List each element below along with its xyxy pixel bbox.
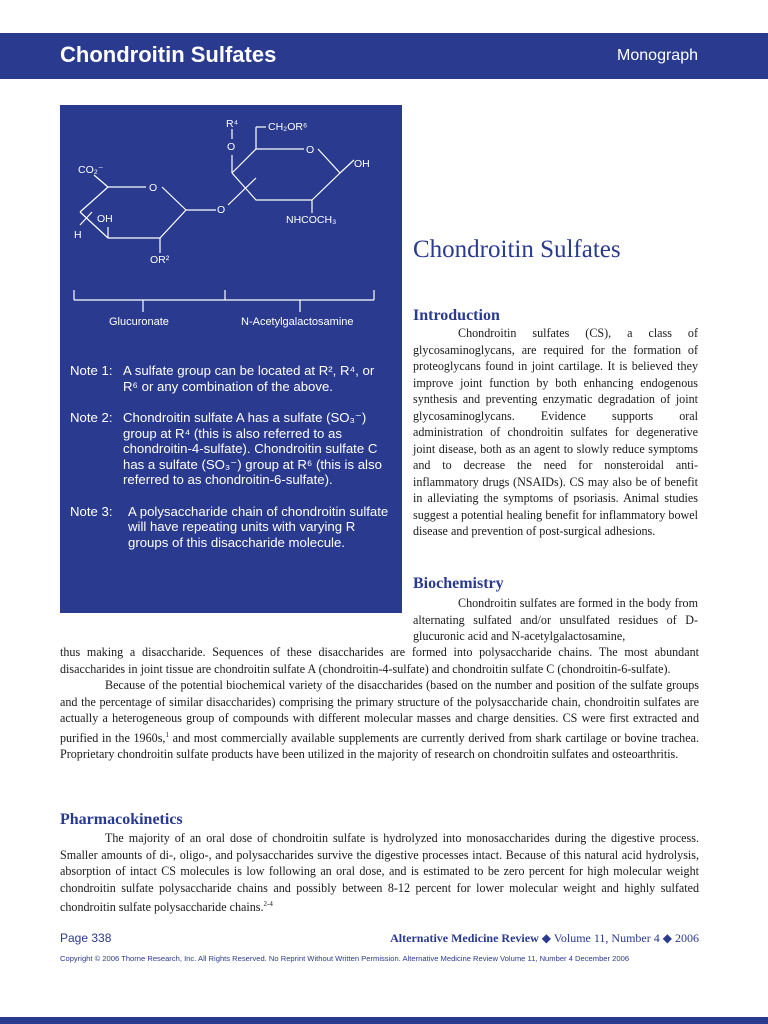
introduction-heading: Introduction xyxy=(413,307,500,324)
pharmacokinetics-paragraph: The majority of an oral dose of chondroitin sulfate is hydrolyzed into monosaccharides during the digestive process. Smaller amounts of di-, oligo-, and polysaccharides survive the digestive processes intact. Because of this natural acid hydrolysis, absorption of intact CS molecules is low following an oral dose, and is estimated to be zero percent for high molecular weight chondroitin sulfate polysaccharide chains and possibly between 8-12 percent for lower molecular weight and highly sulfated chondroitin sulfate polysaccharide chains.$^{2-4}$ xyxy=(60,831,699,915)
co2-label: CO₂⁻ xyxy=(78,164,104,176)
biochemistry-body xyxy=(60,644,699,763)
galnac-label: N-Acetylgalactosamine xyxy=(241,316,354,328)
note-1 xyxy=(70,363,392,394)
page-number: Page 338 xyxy=(60,931,112,945)
pharmacokinetics-heading: Pharmacokinetics xyxy=(60,811,183,828)
oh-label-left: OH xyxy=(97,213,113,225)
introduction-body xyxy=(413,325,698,540)
header-title: Chondroitin Sulfates xyxy=(60,42,277,67)
footer-bar xyxy=(0,1017,768,1024)
header-bar xyxy=(0,33,768,79)
note-2-label: Note 2: xyxy=(70,410,113,425)
h-label: H xyxy=(74,229,82,241)
note-2-text: Chondroitin sulfate A has a sulfate (SO₃⁻) group at R⁴ (this is also referred to as chondroitin-4-sulfate). Chondroitin sulfate C has a sulfate (SO₃⁻) group at R⁶ (this is also referred to as chondroitin-6-sulfate). xyxy=(123,410,382,487)
glycosidic-oxygen: O xyxy=(217,204,226,216)
biochemistry-column-text xyxy=(413,595,698,645)
journal-year: 2006 xyxy=(675,931,699,945)
ring-oxygen-right: O xyxy=(306,144,315,156)
nhcoch3-label: NHCOCH₃ xyxy=(286,214,337,226)
oh-label-right: OH xyxy=(354,158,370,170)
note-3 xyxy=(70,504,392,551)
structure-notes xyxy=(70,363,392,566)
ch2or6-label: CH₂OR⁶ xyxy=(268,121,308,133)
reference-superscript: 1 xyxy=(165,730,169,739)
copyright-notice: Copyright © 2006 Thorne Research, Inc. All Rights Reserved. No Reprint Without Written Permission. Alternative Medicine Review Volume 11, Number 4 December 2006 xyxy=(60,954,630,963)
diamond-icon: ◆ xyxy=(662,931,675,945)
ring-oxygen-left: O xyxy=(149,182,158,194)
r4-oxygen: O xyxy=(227,141,236,153)
biochemistry-paragraph-continued: thus making a disaccharide. Sequences of these disaccharides are formed into polysaccharide chains. The most abundant disaccharides in joint tissue are chondroitin sulfate A (chondroitin-4-sulfate) and chondroitin sulfate C (chondroitin-6-sulfate). xyxy=(60,645,699,676)
introduction-paragraph: Chondroitin sulfates (CS), a class of glycosaminoglycans, are required for the formation of proteoglycans found in joint cartilage. It is believed they improve joint function by both enhancing endogenous synthesis and preventing enzymatic degradation of joint glycosaminoglycans. Evidence supports oral administration of chondroitin sulfates for degenerative joint disease, both as an agent to slowly reduce symptoms and to decrease the need for nonsteroidal anti-inflammatory drugs (NSAIDs). CS may also be of benefit in alleviating the symptoms of psoriasis. Animal studies suggest a potential healing benefit for inflammatory bowel disease and prevention of post-surgical adhesions. xyxy=(413,326,698,538)
note-3-text: A polysaccharide chain of chondroitin sulfate will have repeating units with varying R groups of this disaccharide molecule. xyxy=(128,503,389,550)
pharmacokinetics-body xyxy=(60,830,699,916)
journal-citation xyxy=(390,931,699,946)
disaccharide-structure-diagram xyxy=(60,105,402,345)
reference-superscript: 2-4 xyxy=(263,900,273,908)
glucuronate-label: Glucuronate xyxy=(109,316,169,328)
biochemistry-heading: Biochemistry xyxy=(413,575,504,592)
structure-figure xyxy=(60,105,402,613)
header-section-label: Monograph xyxy=(617,47,698,64)
note-1-text: A sulfate group can be located at R², R⁴, or R⁶ or any combination of the above. xyxy=(123,363,375,394)
journal-name: Alternative Medicine Review xyxy=(390,931,539,945)
note-2 xyxy=(70,410,392,488)
or2-label: OR² xyxy=(150,254,170,266)
journal-volume: Volume 11, Number 4 xyxy=(553,931,660,945)
note-1-label: Note 1: xyxy=(70,363,113,378)
biochemistry-paragraph-2: Because of the potential biochemical variety of the disaccharides (based on the number and position of the sulfate groups and the percentage of similar disaccharides) comprising the primary structure of the polysaccharide chain, chondroitin sulfates are actually a heterogeneous group of compounds with different molecular masses and charge densities. CS were first extracted and purified in the 1960s,$^1$ and most commercially available supplements are currently derived from shark cartilage or bovine trachea. Proprietary chondroitin sulfate products have been utilized in the majority of research on chondroitin sulfates and osteoarthritis. xyxy=(60,678,699,762)
biochemistry-paragraph-start: Chondroitin sulfates are formed in the body from alternating sulfated and/or unsulfated residues of D-glucuronic acid and N-acetylgalactosamine, xyxy=(413,596,698,643)
note-3-label: Note 3: xyxy=(70,503,113,519)
article-title: Chondroitin Sulfates xyxy=(413,236,621,263)
r4-label: R⁴ xyxy=(226,118,239,130)
diamond-icon: ◆ xyxy=(541,931,554,945)
